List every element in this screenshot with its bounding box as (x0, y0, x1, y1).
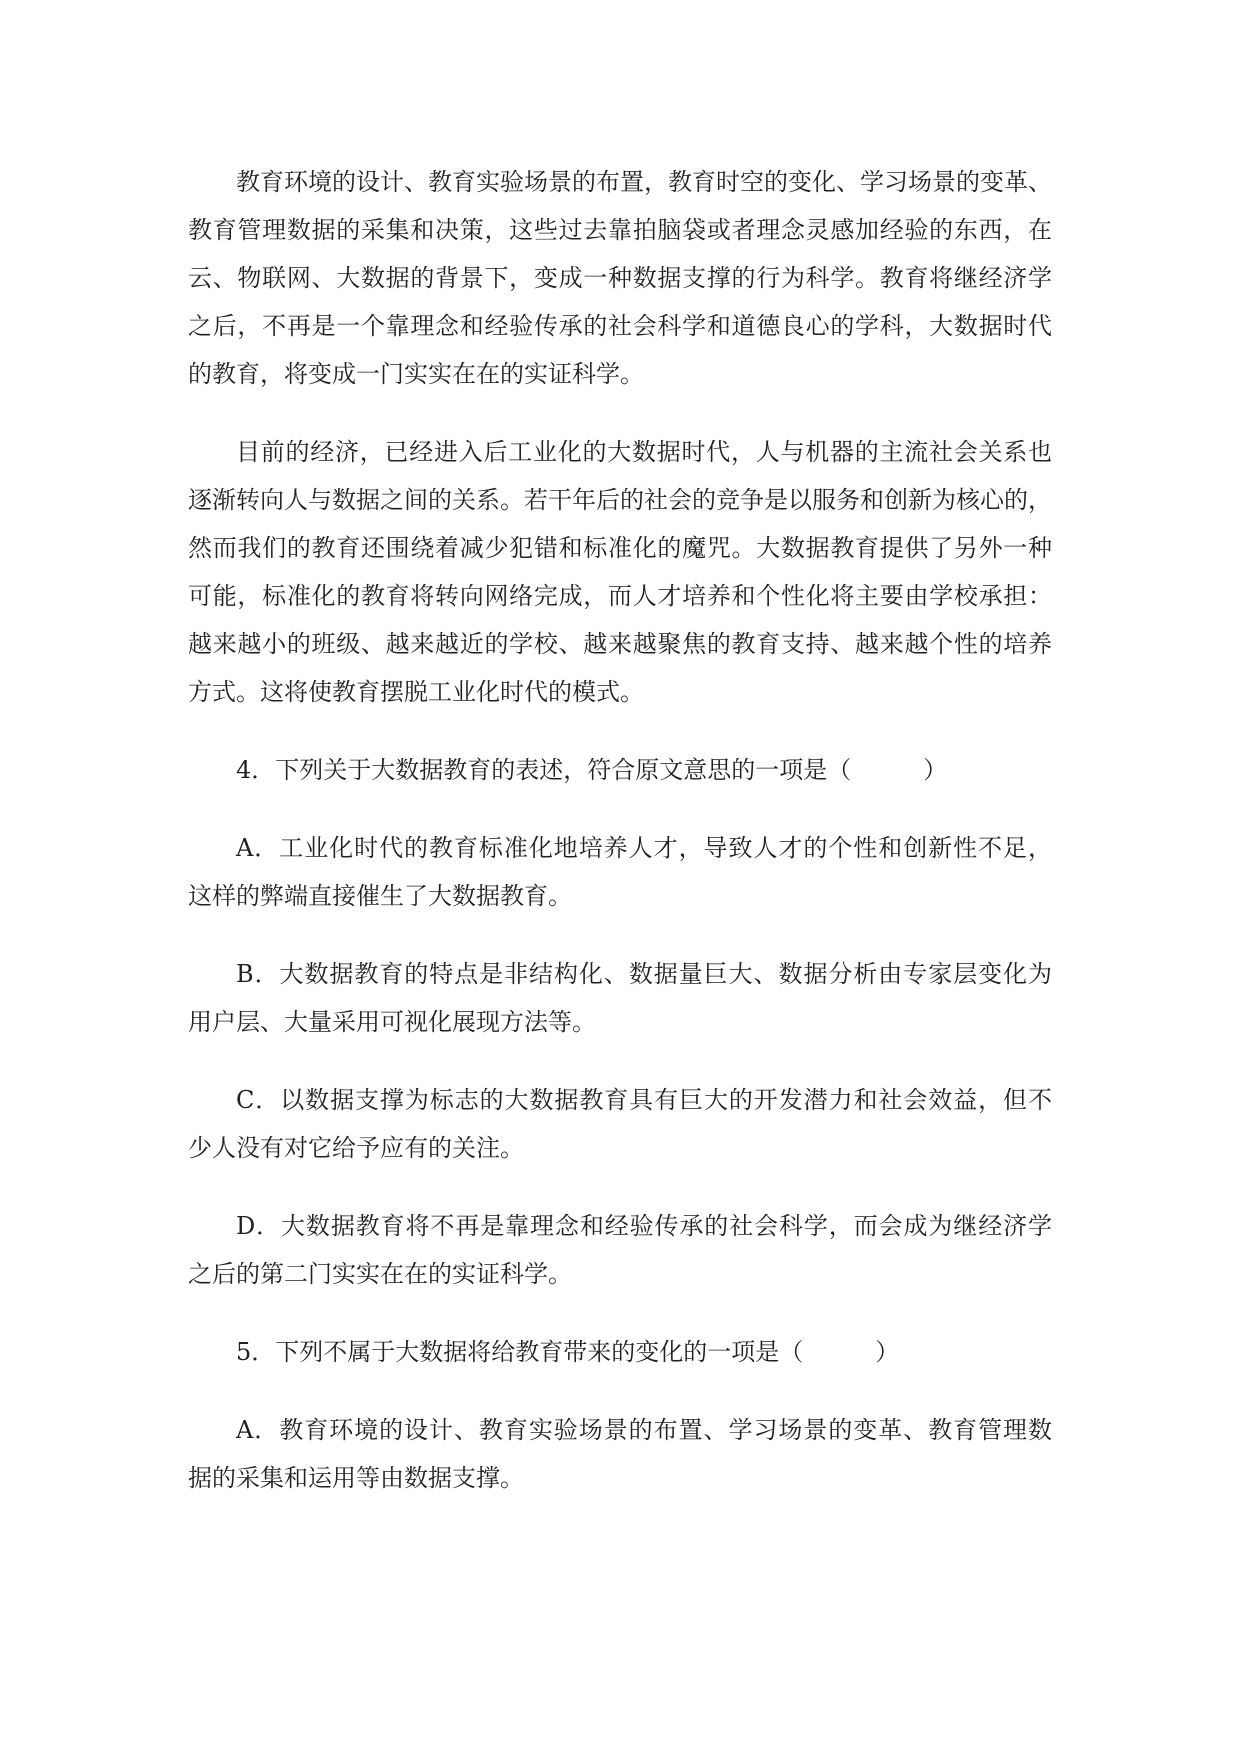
question-5-option-a (188, 1406, 1052, 1502)
text-line: A．教育环境的设计、教育实验场景的布置、学习场景的变革、教育管理数 (236, 1416, 1052, 1444)
text-line: A．工业化时代的教育标准化地培养人才，导致人才的个性和创新性不足， (236, 834, 1052, 862)
text-line: 4．下列关于大数据教育的表述，符合原文意思的一项是（ ） (236, 756, 948, 784)
document-content (188, 158, 1052, 1502)
text-line: 可能，标准化的教育将转向网络完成，而人才培养和个性化将主要由学校承担： (188, 582, 1052, 610)
text-line: 方式。这将使教育摆脱工业化时代的模式。 (188, 678, 644, 706)
question-5-stem (188, 1328, 1052, 1376)
text-line: 之后，不再是一个靠理念和经验传承的社会科学和道德良心的学科，大数据时代 (188, 312, 1052, 340)
question-4-option-b (188, 950, 1052, 1046)
question-4-option-a (188, 824, 1052, 920)
text-line: 之后的第二门实实在在的实证科学。 (188, 1260, 572, 1288)
text-line: 教育环境的设计、教育实验场景的布置，教育时空的变化、学习场景的变革、 (236, 168, 1052, 196)
text-line: 5．下列不属于大数据将给教育带来的变化的一项是（ ） (236, 1338, 900, 1366)
text-line: 的教育，将变成一门实实在在的实证科学。 (188, 360, 644, 388)
text-line: 然而我们的教育还围绕着减少犯错和标准化的魔咒。大数据教育提供了另外一种 (188, 534, 1052, 562)
text-line: 少人没有对它给予应有的关注。 (188, 1134, 524, 1162)
text-line: 据的采集和运用等由数据支撑。 (188, 1464, 524, 1492)
question-4-stem (188, 746, 1052, 794)
text-line: B．大数据教育的特点是非结构化、数据量巨大、数据分析由专家层变化为 (236, 960, 1052, 988)
text-line: 这样的弊端直接催生了大数据教育。 (188, 882, 572, 910)
text-line: 目前的经济，已经进入后工业化的大数据时代，人与机器的主流社会关系也 (236, 438, 1052, 466)
text-line: 云、物联网、大数据的背景下，变成一种数据支撑的行为科学。教育将继经济学 (188, 264, 1052, 292)
text-line: 逐渐转向人与数据之间的关系。若干年后的社会的竞争是以服务和创新为核心的， (188, 486, 1052, 514)
question-4-option-c (188, 1076, 1052, 1172)
body-paragraph-1 (188, 158, 1052, 398)
text-line: C．以数据支撑为标志的大数据教育具有巨大的开发潜力和社会效益，但不 (236, 1086, 1052, 1114)
body-paragraph-2 (188, 428, 1052, 716)
text-line: D．大数据教育将不再是靠理念和经验传承的社会科学，而会成为继经济学 (236, 1212, 1052, 1240)
text-line: 教育管理数据的采集和决策，这些过去靠拍脑袋或者理念灵感加经验的东西，在 (188, 216, 1052, 244)
question-4-option-d (188, 1202, 1052, 1298)
text-line: 越来越小的班级、越来越近的学校、越来越聚焦的教育支持、越来越个性的培养 (188, 630, 1052, 658)
text-line: 用户层、大量采用可视化展现方法等。 (188, 1008, 596, 1036)
